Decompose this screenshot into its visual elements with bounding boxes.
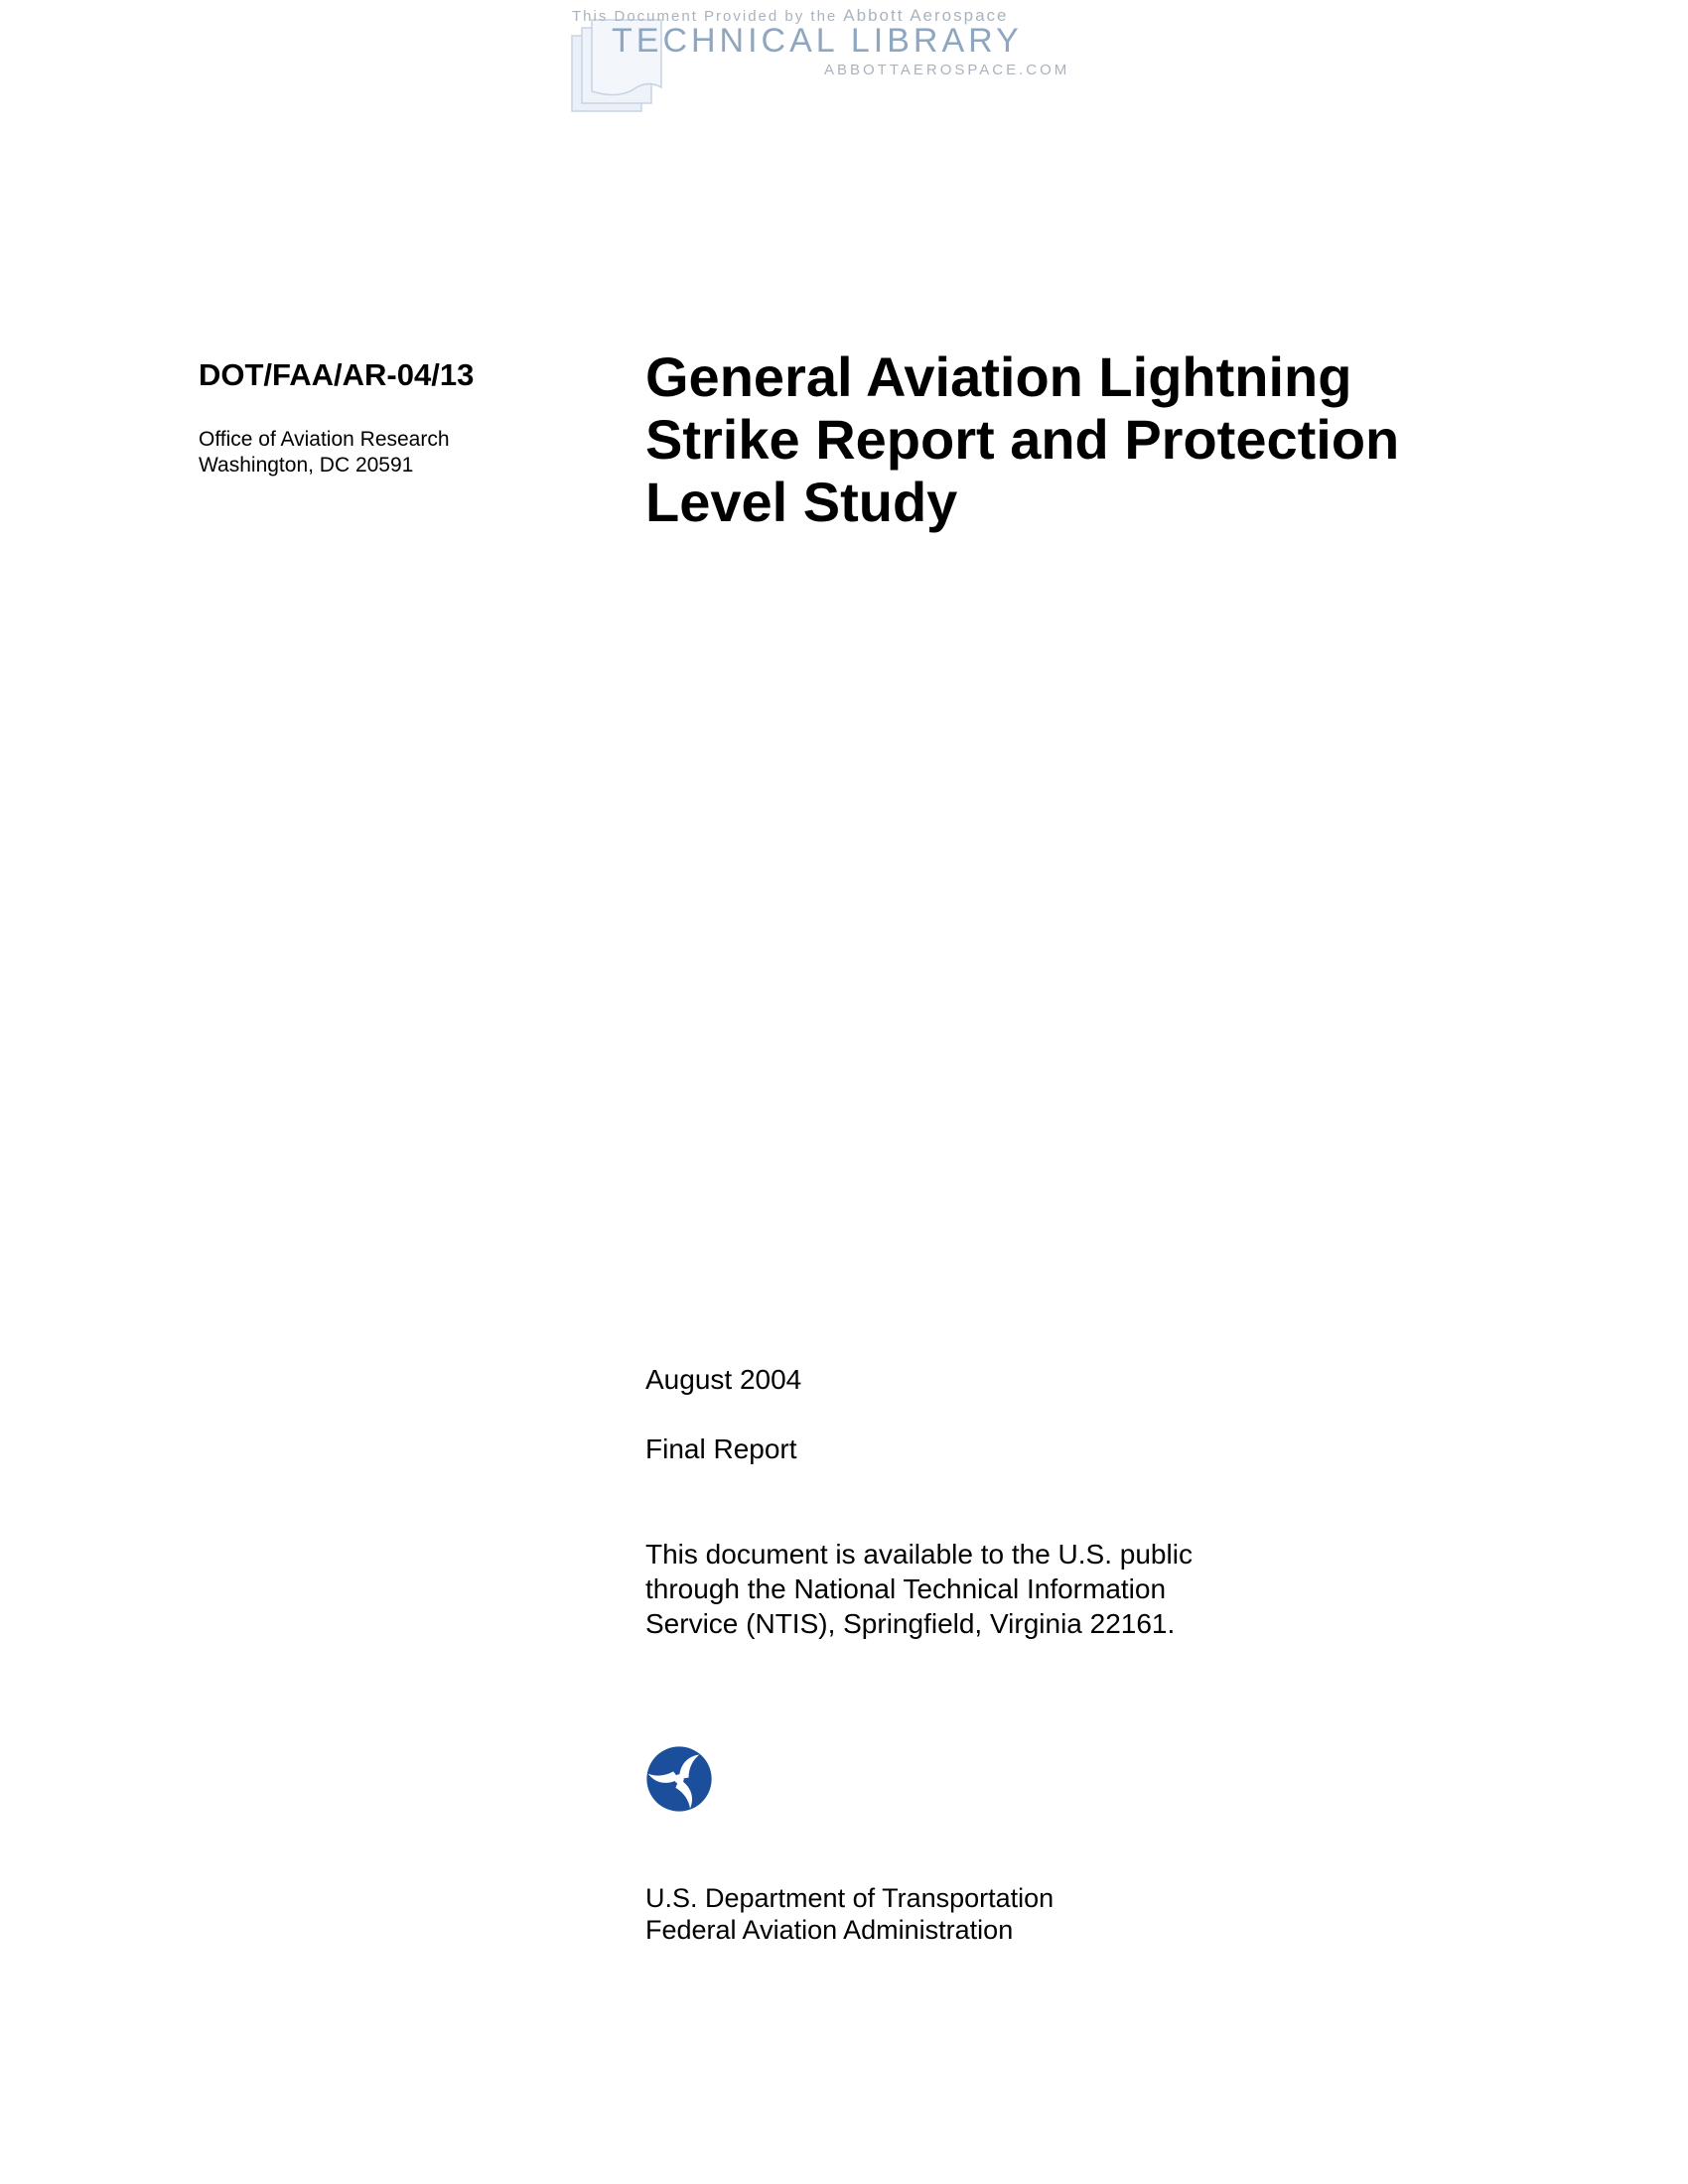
availability-statement xyxy=(645,1537,1193,1641)
title-line-3: Level Study xyxy=(645,471,958,533)
office-name: Office of Aviation Research xyxy=(199,428,450,451)
availability-line-2: through the National Technical Information xyxy=(645,1573,1167,1604)
report-title xyxy=(645,345,1460,533)
agency-block xyxy=(645,1882,1054,1946)
agency-administration: Federal Aviation Administration xyxy=(645,1915,1014,1945)
technical-library-watermark xyxy=(568,4,1084,115)
report-type: Final Report xyxy=(645,1433,797,1464)
watermark-url: ABBOTTAEROSPACE.COM xyxy=(824,62,1070,78)
dot-triskelion-icon xyxy=(645,1745,713,1813)
agency-department: U.S. Department of Transportation xyxy=(645,1883,1055,1913)
report-date: August 2004 xyxy=(645,1364,802,1395)
watermark-brand: Abbott Aerospace xyxy=(843,6,1009,25)
office-address: Washington, DC 20591 xyxy=(199,454,414,477)
title-line-1: General Aviation Lightning xyxy=(645,345,1352,408)
watermark-title: TECHNICAL LIBRARY xyxy=(612,22,1023,60)
availability-line-1: This document is available to the U.S. public xyxy=(645,1539,1193,1570)
report-number: DOT/FAA/AR-04/13 xyxy=(199,357,475,392)
office-block xyxy=(199,427,450,478)
title-line-2: Strike Report and Protection xyxy=(645,408,1400,471)
watermark-prefix: This Document Provided by the xyxy=(572,8,838,25)
availability-line-3: Service (NTIS), Springfield, Virginia 22161. xyxy=(645,1608,1176,1639)
